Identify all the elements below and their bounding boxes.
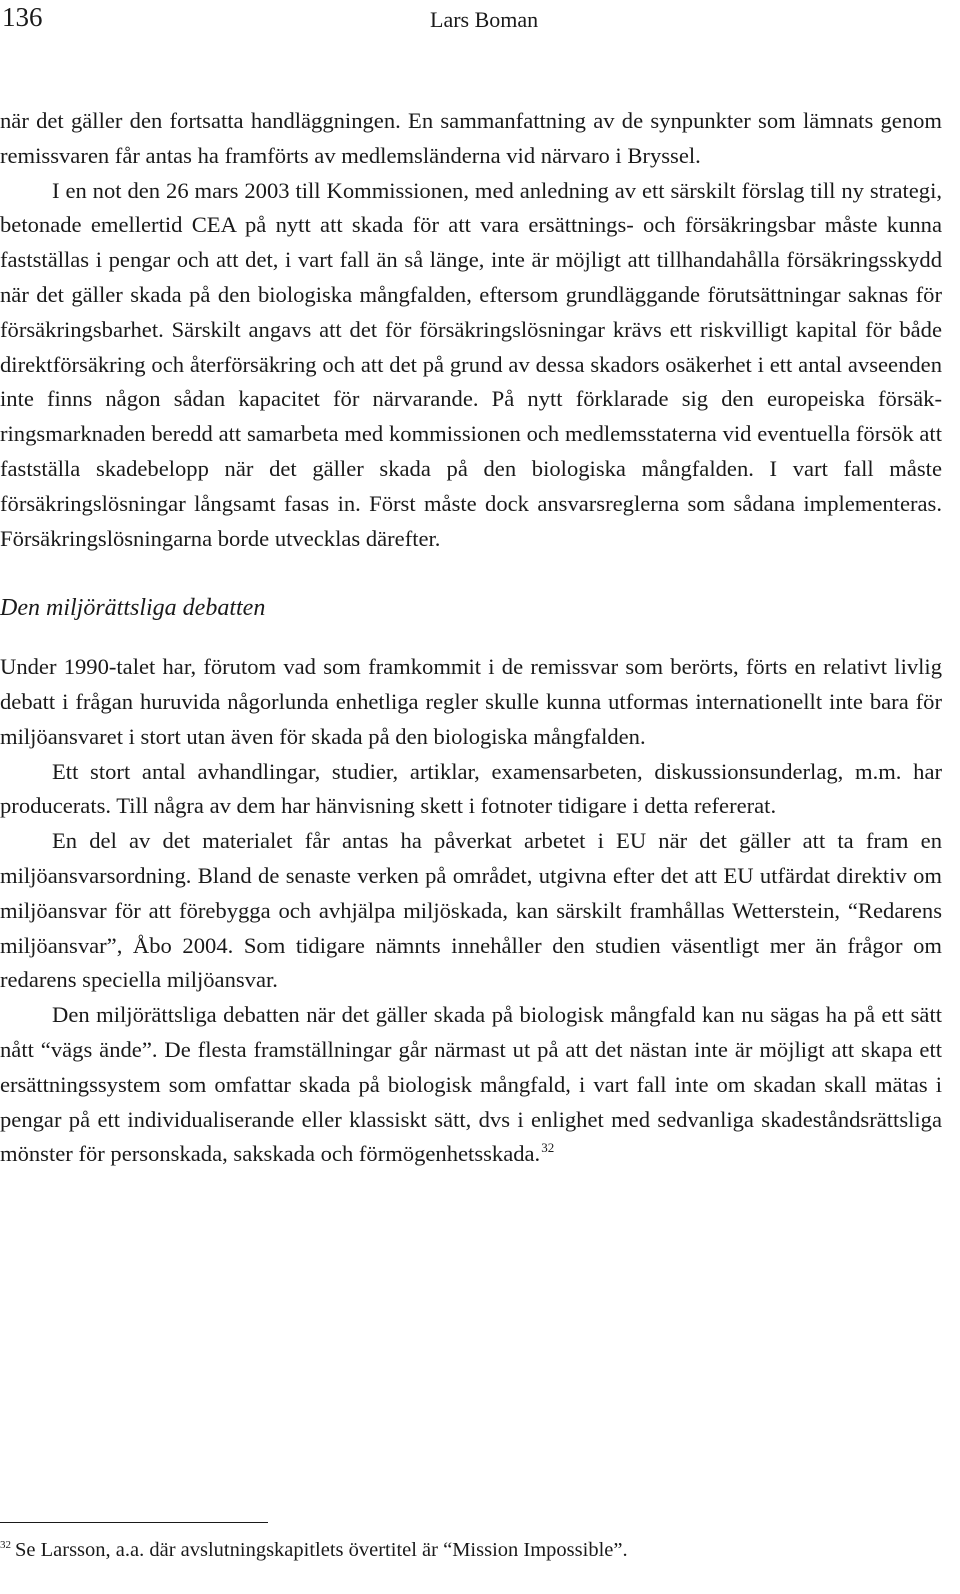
section-heading: Den miljörättsliga debatten — [0, 595, 266, 622]
paragraph-debate-end — [0, 998, 942, 1172]
paragraph-studies: Ett stort antal avhandlingar, studier, artiklar, examensarbeten, diskussionsunderlag, m.m. har producerats. Till några av dem har hänvisning skett i fotnoter tidigare i detta refererat. — [0, 758, 942, 819]
running-head-author: Lars Boman — [430, 7, 539, 32]
paragraph-continuation: när det gäller den fortsatta handläggningen. En sammanfattning av de synpunkter som lämnats genom remissvaren får antas ha framförts av medlemsländerna vid närvaro i Bryssel. — [0, 108, 942, 168]
paragraph-eu-material: En del av det materialet får antas ha påverkat arbetet i EU när det gäller att ta fram en miljöansvarsordning. Bland de senaste verken på området, utgivna efter det att EU utfärdat direktiv om miljöansvar för att förebygga och avhjälpa miljöskada, kan särskilt framhållas Wetterstein, “Redarens miljöansvar”, Åbo 2004. Som tidigare nämnts innehåller den studien väsentligt mer än frågor om redarens speciella miljöansvar. — [0, 828, 942, 993]
footnote-number: 32 — [0, 1539, 11, 1551]
footnote — [0, 1536, 942, 1564]
footnote-text: Se Larsson, a.a. där avslutningskapitlets övertitel är “Mission Impossible”. — [15, 1539, 628, 1561]
paragraph-debate-end-text: Den miljörättsliga debatten när det gäller skada på biologisk mångfald kan nu sägas ha på ett sätt nått “vägs ände”. De flesta framställningar går närmast ut på att det nästan inte är möjligt att skapa ett ersättningssystem som omfattar skada på biologisk mångfald, i vart fall inte om skadan skall mätas i pengar på ett individualiserande eller klassiskt sätt, dvs i enlighet med sedvanliga skadeståndsrättsliga mönster för personskada, sakskada och förmögenhetsskada. — [0, 1002, 942, 1167]
page-header — [0, 0, 960, 40]
paragraph-cea-note: I en not den 26 mars 2003 till Kommissionen, med anledning av ett särskilt förslag till ny strategi, betonade emellertid CEA på nytt att skada för att vara ersättnings- och försäkringsbar måste kunna fastställas i pengar och att det, i vart fall än så länge, inte är möjligt att tillhandahålla försäkringsskydd när det gäller skada på den biologiska mångfalden, eftersom grundläggande förutsättningar saknas för försäkringsbarhet. Särskilt angavs att det för försäkringslösningar krävs ett riskvilligt kapital för både direktförsäkring och återförsäkring och att det på grund av dessa skadors osäkerhet i ett antal avseenden inte finns någon sådan kapacitet för närvarande. På nytt förklarade sig den europeiska försäkringsmarknaden beredd att samarbeta med kommissionen och medlemsstaterna vid eventuella försök att fastställa skadebelopp när det gäller skada på den biologiska mångfalden. I vart fall måste försäkringslösningar långsamt fasas in. Först måste dock ansvarsreglerna som sådana implementeras. Försäkringslösningarna borde utvecklas därefter. — [0, 177, 942, 551]
page-number: 136 — [2, 2, 43, 32]
footnote-reference: 32 — [541, 1140, 555, 1156]
footnote-divider — [0, 1522, 268, 1523]
body-text — [0, 104, 942, 1172]
paragraph-debate-intro: Under 1990-talet har, förutom vad som framkommit i de remissvar som berörts, förts en relativt livlig debatt i frågan huruvida någorlunda enhetliga regler skulle kunna utformas internationellt inte bara för miljöansvaret i stort utan även för skada på den biologiska mångfalden. — [0, 654, 942, 749]
